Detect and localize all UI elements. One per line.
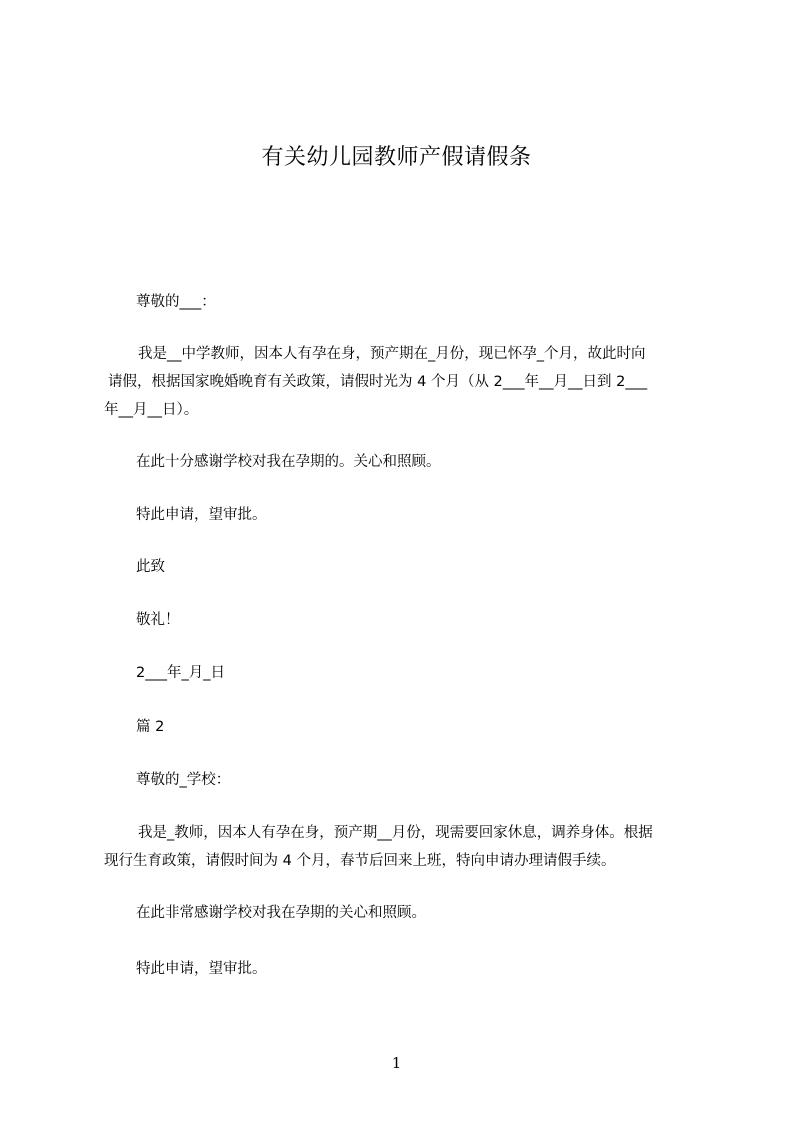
- letter2-salutation: 尊敬的_学校：: [136, 772, 231, 788]
- letter2-thanks: 在此非常感谢学校对我在孕期的关心和照顾。: [136, 905, 426, 921]
- letter2-body-line1: 我是_教师，因本人有孕在身，预产期__月份，现需要回家休息，调养身体。根据: [138, 825, 653, 841]
- section-2-label: 篇 2: [136, 719, 165, 735]
- letter1-salutation: 尊敬的___：: [136, 294, 216, 310]
- page-number: 1: [391, 1054, 402, 1072]
- letter1-body-line2: 请假，根据国家晚婚晚育有关政策，请假时光为 4 个月（从 2___年__月__日到 2___: [108, 374, 648, 390]
- letter1-body-line3: 年__月__日）。: [104, 402, 199, 418]
- letter2-body-line2: 现行生育政策，请假时间为 4 个月，春节后回来上班，特向申请办理请假手续。: [104, 853, 616, 869]
- document-title: 有关幼儿园教师产假请假条: [261, 145, 532, 170]
- letter1-thanks: 在此十分感谢学校对我在孕期的。关心和照顾。: [136, 454, 441, 470]
- letter2-request: 特此申请，望审批。: [136, 961, 267, 977]
- letter1-body-line1: 我是__中学教师，因本人有孕在身，预产期在_月份，现已怀孕_个月，故此时向: [138, 346, 646, 362]
- letter1-request: 特此申请，望审批。: [136, 507, 267, 523]
- letter1-closing-1: 此致: [136, 559, 165, 575]
- letter1-closing-2: 敬礼！: [136, 612, 180, 628]
- letter1-date: 2___年_月_日: [136, 665, 225, 681]
